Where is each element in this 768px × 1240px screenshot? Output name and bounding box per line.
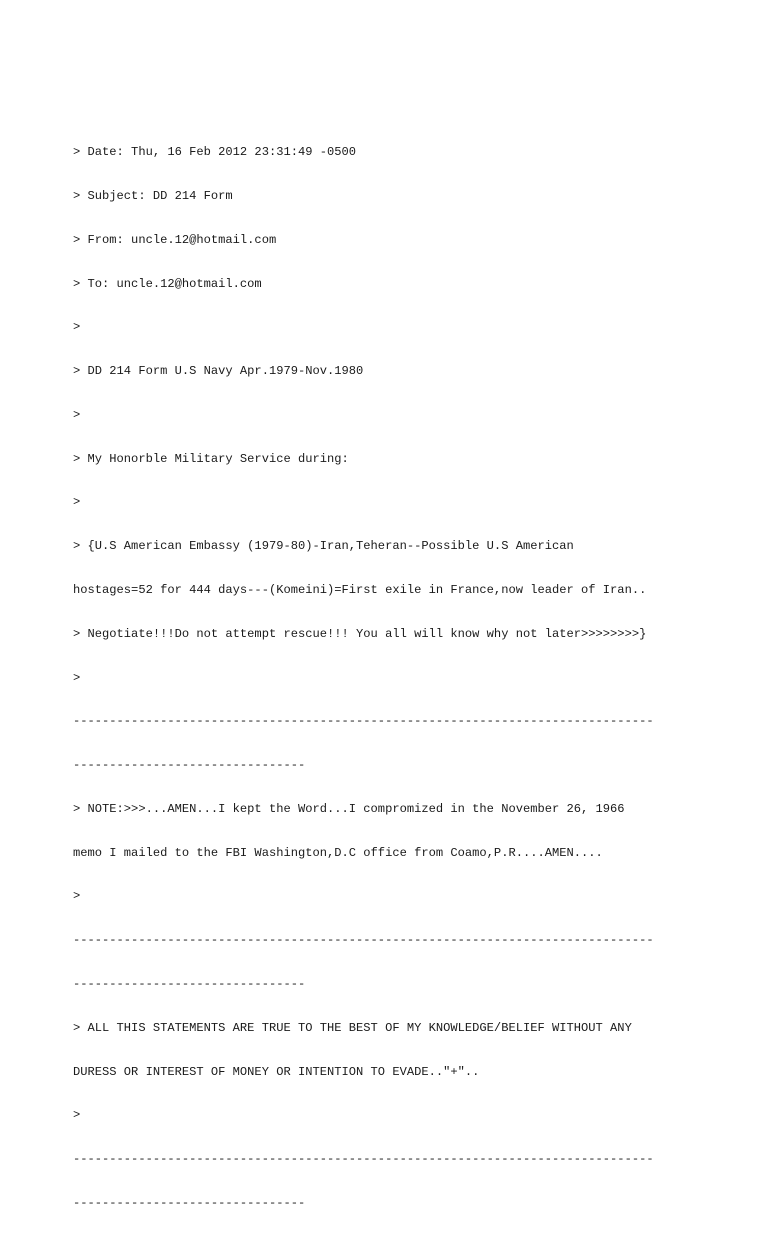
negotiate-line: > Negotiate!!!Do not attempt rescue!!! You all will know why not later>>>>>>>>} <box>73 626 647 641</box>
quote-blank-line: > <box>73 670 81 685</box>
divider-line: -------------------------------------------------------------------------------- <box>73 933 654 948</box>
quote-blank-line: > <box>73 889 81 904</box>
statement-line: > ALL THIS STATEMENTS ARE TRUE TO THE BEST OF MY KNOWLEDGE/BELIEF WITHOUT ANY <box>73 1020 632 1035</box>
divider-line: -------------------------------- <box>73 977 306 992</box>
header-date-line: > Date: Thu, 16 Feb 2012 23:31:49 -0500 <box>73 145 357 160</box>
divider-line: -------------------------------------------------------------------------------- <box>73 1152 654 1167</box>
form-title-line: > DD 214 Form U.S Navy Apr.1979-Nov.1980 <box>73 364 364 379</box>
hostages-line: hostages=52 for 444 days---(Komeini)=First exile in France,now leader of Iran.. <box>73 583 647 597</box>
quote-blank-line: > <box>73 320 81 335</box>
quote-blank-line: > <box>73 407 81 422</box>
divider-line: -------------------------------- <box>73 1195 306 1210</box>
divider-line: -------------------------------- <box>73 758 306 773</box>
embassy-line: > {U.S American Embassy (1979-80)-Iran,Teheran--Possible U.S American <box>73 539 574 554</box>
memo-line: memo I mailed to the FBI Washington,D.C office from Coamo,P.R....AMEN.... <box>73 845 603 860</box>
duress-line: DURESS OR INTEREST OF MONEY OR INTENTION TO EVADE.."+".. <box>73 1064 480 1079</box>
quote-blank-line: > <box>73 495 81 510</box>
email-quoted-text <box>73 116 713 1240</box>
divider-line: -------------------------------------------------------------------------------- <box>73 714 654 729</box>
quote-blank-line: > <box>73 1108 81 1123</box>
header-subject-line: > Subject: DD 214 Form <box>73 188 233 203</box>
header-to-line: > To: uncle.12@hotmail.com <box>73 276 262 291</box>
service-intro-line: > My Honorble Military Service during: <box>73 451 349 466</box>
note-line: > NOTE:>>>...AMEN...I kept the Word...I compromized in the November 26, 1966 <box>73 801 625 816</box>
header-from-line: > From: uncle.12@hotmail.com <box>73 232 277 247</box>
